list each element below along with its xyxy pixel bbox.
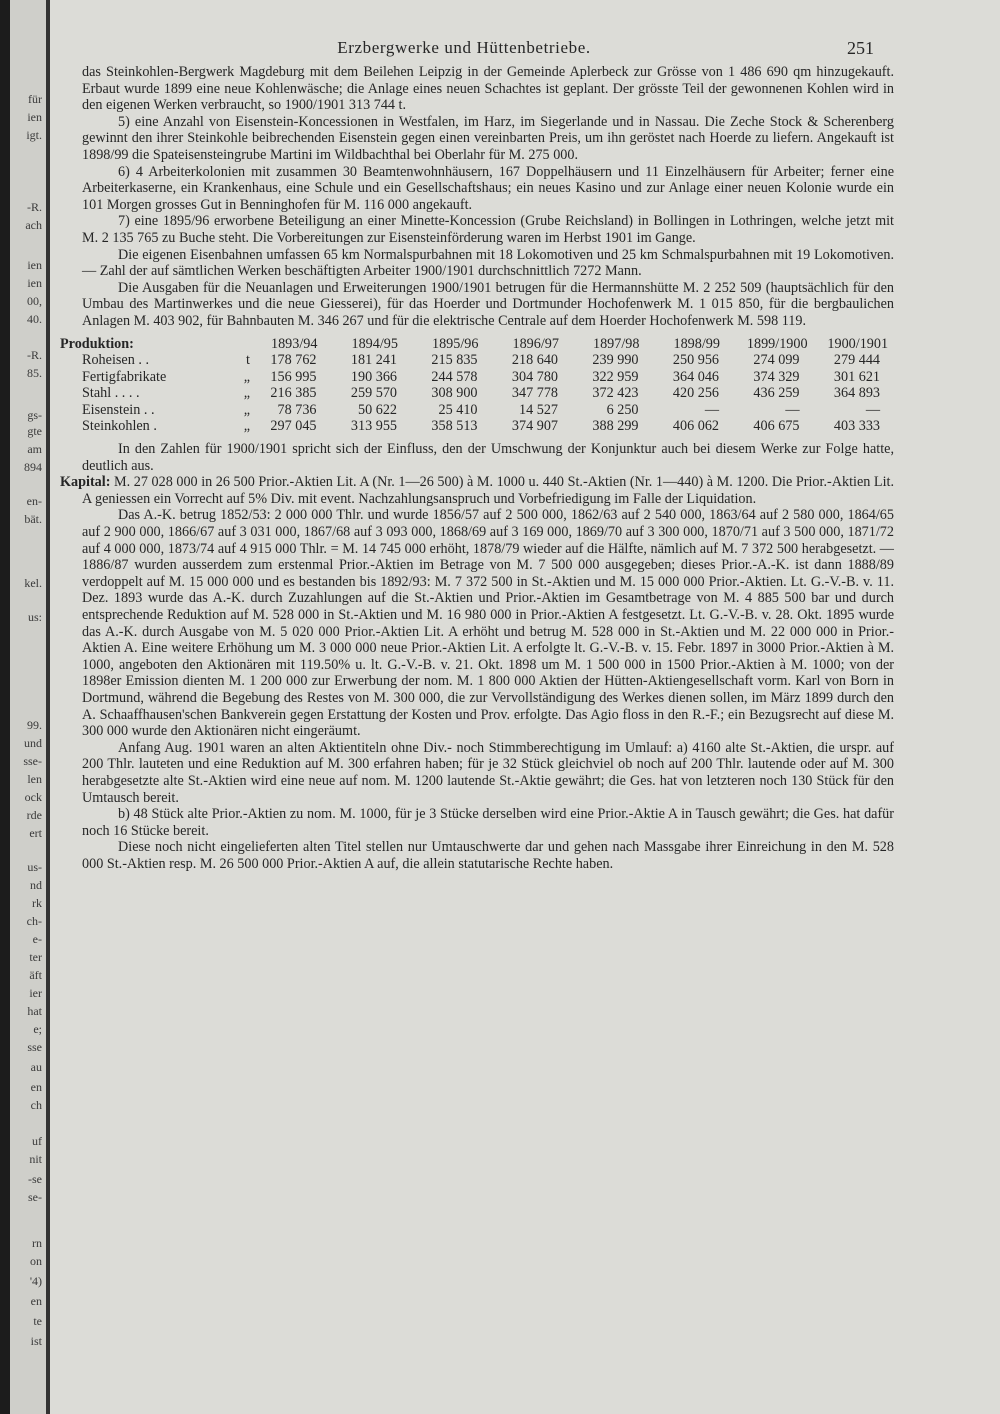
margin-fragment: 40. (27, 312, 42, 326)
page-header (54, 30, 934, 64)
product-name: Fertigfabrikate (82, 368, 167, 385)
margin-fragment: bät. (24, 512, 42, 526)
margin-fragment: 99. (27, 718, 42, 732)
margin-fragment: en (30, 1294, 42, 1308)
margin-fragment: und (24, 736, 42, 750)
margin-fragment: gs- (27, 408, 42, 422)
margin-fragment: ter (29, 950, 42, 964)
margin-fragment: rk (32, 896, 42, 910)
production-value: 388 299 (592, 418, 639, 435)
year-header: 1900/1901 (827, 335, 889, 352)
unit: „ (243, 385, 250, 402)
year-header: 1896/97 (512, 335, 559, 352)
margin-fragment: len (27, 772, 42, 786)
year-header: 1894/95 (351, 335, 398, 352)
margin-fragment: gte (27, 424, 42, 438)
paragraph: b) 48 Stück alte Prior.-Aktien zu nom. M. 1000, für je 3 Stücke derselben wird eine Prior.-Aktie A in Tausch gewährt; die Ges. hat dafür noch 16 Stücke bereit. (82, 806, 894, 839)
running-head: Erzbergwerke und Hüttenbetriebe. (337, 38, 591, 57)
paragraph: Die Ausgaben für die Neuanlagen und Erweiterungen 1900/1901 betrugen für die Hermannshütte M. 2 252 509 (hauptsächlich für den Umbau des Martinwerkes und die neue Giesserei), für das Hoerder und Dortmunder Hochofenwerk M. 1 015 850, für die bergbaulichen Anlagen M. 403 902, für Bahnbauten M. 346 267 und für die elektrische Centrale auf dem Hoerder Hochofenwerk M. 598 119. (82, 279, 894, 329)
margin-fragment: ch (30, 1098, 42, 1112)
unit: „ (243, 418, 250, 435)
margin-fragment: us: (27, 610, 42, 624)
production-value: 250 956 (672, 352, 719, 369)
margin-fragment: ien (27, 258, 42, 272)
production-header-row (60, 336, 898, 353)
margin-fragment: hat (27, 1004, 42, 1018)
production-value: 215 835 (431, 352, 478, 369)
production-value: — (704, 401, 719, 418)
production-value: 364 893 (833, 385, 880, 402)
product-name: Eisenstein . . (82, 401, 155, 418)
production-row (60, 352, 898, 369)
unit: t (246, 352, 250, 369)
margin-fragment: ert (29, 826, 42, 840)
production-value: 364 046 (672, 368, 719, 385)
production-value: 279 444 (833, 352, 880, 369)
year-header: 1895/96 (431, 335, 479, 352)
production-value: 178 762 (270, 352, 317, 369)
production-value: 297 045 (270, 418, 317, 435)
production-value: 308 900 (431, 385, 478, 402)
production-row (60, 385, 898, 402)
production-value: 372 423 (592, 385, 639, 402)
production-value: 347 778 (511, 385, 558, 402)
margin-fragment: ock (24, 790, 42, 804)
page-number: 251 (847, 38, 874, 58)
margin-fragment: us- (27, 860, 42, 874)
margin-fragment: -R. (27, 200, 42, 214)
kapital-text: M. 27 028 000 in 26 500 Prior.-Aktien Lit. A (Nr. 1—26 500) à M. 1000 u. 440 St.-Aktien (Nr. 1—440) à M. 1200. Die Prior.-Aktien Lit. A geniessen ein Vorrecht auf 5% Div. mit event. Nachzahlungsanspruch und Vorbefriedigung im Falle der Liquidation. (82, 474, 895, 507)
margin-fragment: e- (32, 932, 42, 946)
production-value: 274 099 (753, 352, 800, 369)
production-value: 181 241 (350, 352, 397, 369)
margin-fragment: '4) (29, 1274, 42, 1288)
kapital-paragraph (60, 474, 895, 507)
margin-fragment: en (30, 1080, 42, 1094)
production-value: — (785, 401, 800, 418)
product-name: Steinkohlen . (82, 418, 157, 435)
margin-fragment: am (27, 442, 42, 456)
production-value: 301 621 (833, 368, 880, 385)
year-header: 1893/94 (270, 335, 318, 352)
production-row (60, 402, 898, 419)
paragraph: In den Zahlen für 1900/1901 spricht sich der Einfluss, den der Umschwung der Konjunktur auch bei diesem Werke zur Folge hatte, deutlich aus. (82, 441, 894, 474)
paragraph: 5) eine Anzahl von Eisenstein-Koncessionen in Westfalen, im Harz, im Siegerlande und in Nassau. Die Zeche Stock & Scherenberg gewinnt den ihrer Steinkohle beibrechenden Eisenstein gegen einen vereinbarten Preis, um ihn geröstet nach Hoerde zu liefern. Angekauft ist 1898/99 die Spateisensteingrube Martini im Wildbachthal bei Oberlahr für M. 275 000. (82, 113, 894, 163)
production-value: 436 259 (753, 385, 800, 402)
margin-fragment: en- (26, 494, 42, 508)
production-row (60, 369, 898, 386)
margin-fragment: e; (33, 1022, 42, 1036)
production-value: 374 329 (753, 368, 800, 385)
production-value: 25 410 (438, 401, 478, 418)
year-header: 1899/1900 (746, 335, 808, 352)
production-value: 244 578 (431, 368, 478, 385)
production-value: 259 570 (350, 385, 397, 402)
paragraph: 6) 4 Arbeiterkolonien mit zusammen 30 Beamtenwohnhäusern, 167 Doppelhäusern und 11 Einzelhäusern für Arbeiter; ferner eine Arbeiterkaserne, ein Krankenhaus, eine Schule und ein Gesellschaftshaus; ein neues Kasino und zur Anlage einer neuen Kolonie wurde ein 101 Morgen grosses Gut in Benninghofen für M. 116 000 angekauft. (82, 163, 894, 213)
page (54, 30, 934, 873)
production-value: 403 333 (833, 418, 880, 435)
margin-fragment: -R. (27, 348, 42, 362)
production-value: 50 622 (357, 401, 397, 418)
production-value: 358 513 (431, 418, 478, 435)
margin-fragment: uf (32, 1134, 42, 1148)
margin-fragment: 894 (24, 460, 42, 474)
production-value: 78 736 (277, 401, 317, 418)
margin-fragment: se- (28, 1190, 42, 1204)
margin-fragment: für (28, 92, 42, 106)
margin-fragment: on (30, 1254, 42, 1268)
margin-fragment: igt. (26, 128, 42, 142)
production-row (60, 418, 898, 435)
production-label: Produktion: (60, 335, 134, 352)
production-table (60, 336, 898, 436)
production-value: — (865, 401, 880, 418)
margin-fragment: nd (30, 878, 42, 892)
margin-fragment: ier (29, 986, 42, 1000)
unit: „ (243, 401, 250, 418)
margin-fragment: 00, (27, 294, 42, 308)
paragraph: 7) eine 1895/96 erworbene Beteiligung an einer Minette-Koncession (Grube Reichsland) in Bollingen in Lothringen, welche jetzt mit M. 2 135 765 zu Buche steht. Die Vorbereitungen zur Eisensteinförderung waren im Herbst 1901 im Gange. (82, 213, 894, 246)
production-value: 218 640 (511, 352, 558, 369)
production-value: 406 062 (672, 418, 719, 435)
production-value: 14 527 (518, 401, 558, 418)
production-value: 420 256 (672, 385, 719, 402)
production-value: 406 675 (753, 418, 800, 435)
year-header: 1898/99 (673, 335, 720, 352)
margin-fragment: nit (29, 1152, 42, 1166)
production-value: 239 990 (592, 352, 639, 369)
production-value: 374 907 (511, 418, 558, 435)
margin-fragment: 85. (27, 366, 42, 380)
year-header: 1897/98 (592, 335, 640, 352)
margin-fragment: ien (27, 276, 42, 290)
paragraph: Das A.-K. betrug 1852/53: 2 000 000 Thlr. und wurde 1856/57 auf 2 500 000, 1862/63 auf 2 540 000, 1863/64 auf 2 580 000, 1864/65 auf 2 900 000, 1866/67 auf 3 031 000, 1867/68 auf 3 093 000, 1868/69 auf 3 169 000, 1869/70 auf 3 300 000, 1870/71 auf 3 500 000, 1871/72 auf 4 000 000, 1873/74 auf 4 915 000 Thlr. = M. 14 745 000 erhöht, 1878/79 wieder auf die Hälfte, nämlich auf M. 7 372 500 herabgesetzt. — 1886/87 wurden ausserdem zum erstenmal Prior.-Aktien im Betrage von M. 7 500 000 ausgegeben; dieses Prior.-A.-K. ist dann 1888/89 verdoppelt auf M. 15 000 000 und es bestanden bis 1892/93: M. 7 372 500 in St.-Aktien und M. 15 000 000 Prior.-Aktien. Lt. G.-V.-B. v. 11. Dez. 1893 wurde das A.-K. durch Zuzahlungen auf die St.-Aktien und Prior.-Aktien im Gesamtbetrage von M. 4 885 500 bar und durch entsprechende Reduktion auf M. 528 000 in St.-Aktien und M. 16 980 000 in Prior.-Aktien A festgesetzt. Lt. G.-V.-B. v. 28. Okt. 1895 wurde das A.-K. durch Ausgabe von M. 5 020 000 Prior.-Aktien Lit. A erhöht und betrug M. 528 000 in St.-Aktien und M. 22 000 000 in Prior.-Aktien A. Eine weitere Erhöhung um M. 3 000 000 neue Prior.-Aktien Lit. A erfolgte lt. G.-V.-B. v. 15. Febr. 1897 in 3000 Prior.-Aktien à M. 1000, angeboten den Aktionären mit 119.50% u. lt. G.-V.-B. v. 21. Okt. 1898 um M. 1 500 000 in 1500 Prior.-Aktien à M. 1000; von der 1898er Emission dienten M. 1 200 000 zur Erwerbung der nom. M. 1 800 000 Aktien der Hütten-Aktiengesellschaft vorm. Karl von Born in Dortmund, während die Begebung des Restes von M. 300 000, die zur Vervollständigung des Werkes dienen sollen, im März 1899 durch den A. Schaaffhausen'schen Bankverein gegen Erstattung der Kosten und Prov. erfolgte. Das Agio floss in den R.-F.; ein Bezugsrecht auf diese M. 300 000 wurde den Aktionären nicht eingeräumt. (82, 507, 894, 740)
margin-fragment: sse- (23, 754, 42, 768)
paragraph: Diese noch nicht eingelieferten alten Titel stellen nur Umtauschwerte dar und gehen nach Massgabe ihrer Einreichung in den M. 528 000 St.-Aktien resp. M. 26 500 000 Prior.-Aktien A auf, die allein statutarische Rechte haben. (82, 839, 894, 872)
production-value: 313 955 (350, 418, 397, 435)
margin-fragment: ach (25, 218, 42, 232)
page-body (54, 64, 894, 873)
margin-fragment: te (33, 1314, 42, 1328)
margin-fragment: au (30, 1060, 42, 1074)
production-value: 156 995 (270, 368, 317, 385)
production-value: 304 780 (511, 368, 558, 385)
product-name: Stahl . . . . (82, 385, 140, 402)
production-rows (60, 352, 898, 435)
production-value: 216 385 (270, 385, 317, 402)
production-value: 190 366 (350, 368, 397, 385)
margin-fragment: ist (30, 1334, 42, 1348)
paragraph: das Steinkohlen-Bergwerk Magdeburg mit dem Beilehen Leipzig in der Gemeinde Aplerbeck zur Grösse von 1 486 690 qm hinzugekauft. Erbaut wurde 1899 eine neue Kohlenwäsche; die Anlage eines neuen Schachtes ist geplant. Der grösste Teil der gewonnenen Kohlen wird in den eigenen Werken verbraucht, so 1900/1901 313 744 t. (82, 64, 894, 114)
paragraph: Anfang Aug. 1901 waren an alten Aktientiteln ohne Div.- noch Stimmberechtigung im Umlauf: a) 4160 alte St.-Aktien, die urspr. auf 200 Thlr. lauteten und eine Reduktion auf M. 300 erfahren haben; für je 32 Stück gleichviel ob noch auf 200 Thlr. lautende oder auf M. 300 herabgesetzte alte St.-Aktien wird eine neue auf nom. M. 1200 lautende St.-Aktie gewährt; die Ges. hat von letzteren noch 130 Stück für den Umtausch bereit. (82, 739, 894, 806)
margin-fragment: sse (27, 1040, 42, 1054)
margin-fragment: -se (28, 1172, 42, 1186)
margin-fragment: ch- (26, 914, 42, 928)
production-value: 322 959 (592, 368, 639, 385)
page-gutter-line (46, 0, 50, 1414)
kapital-label: Kapital: (60, 474, 111, 491)
production-value: 6 250 (606, 401, 639, 418)
margin-fragment: ien (27, 110, 42, 124)
paragraph: Die eigenen Eisenbahnen umfassen 65 km Normalspurbahnen mit 18 Lokomotiven und 25 km Schmalspurbahnen mit 19 Lokomotiven. — Zahl der auf sämtlichen Werken beschäftigten Arbeiter 1900/1901 durchschnittlich 7272 Mann. (82, 246, 894, 280)
margin-fragment: rde (26, 808, 42, 822)
margin-fragment: äft (29, 968, 42, 982)
margin-fragment: kel. (24, 576, 42, 590)
product-name: Roheisen . . (82, 352, 149, 369)
unit: „ (243, 368, 250, 385)
margin-fragment: rn (32, 1236, 42, 1250)
